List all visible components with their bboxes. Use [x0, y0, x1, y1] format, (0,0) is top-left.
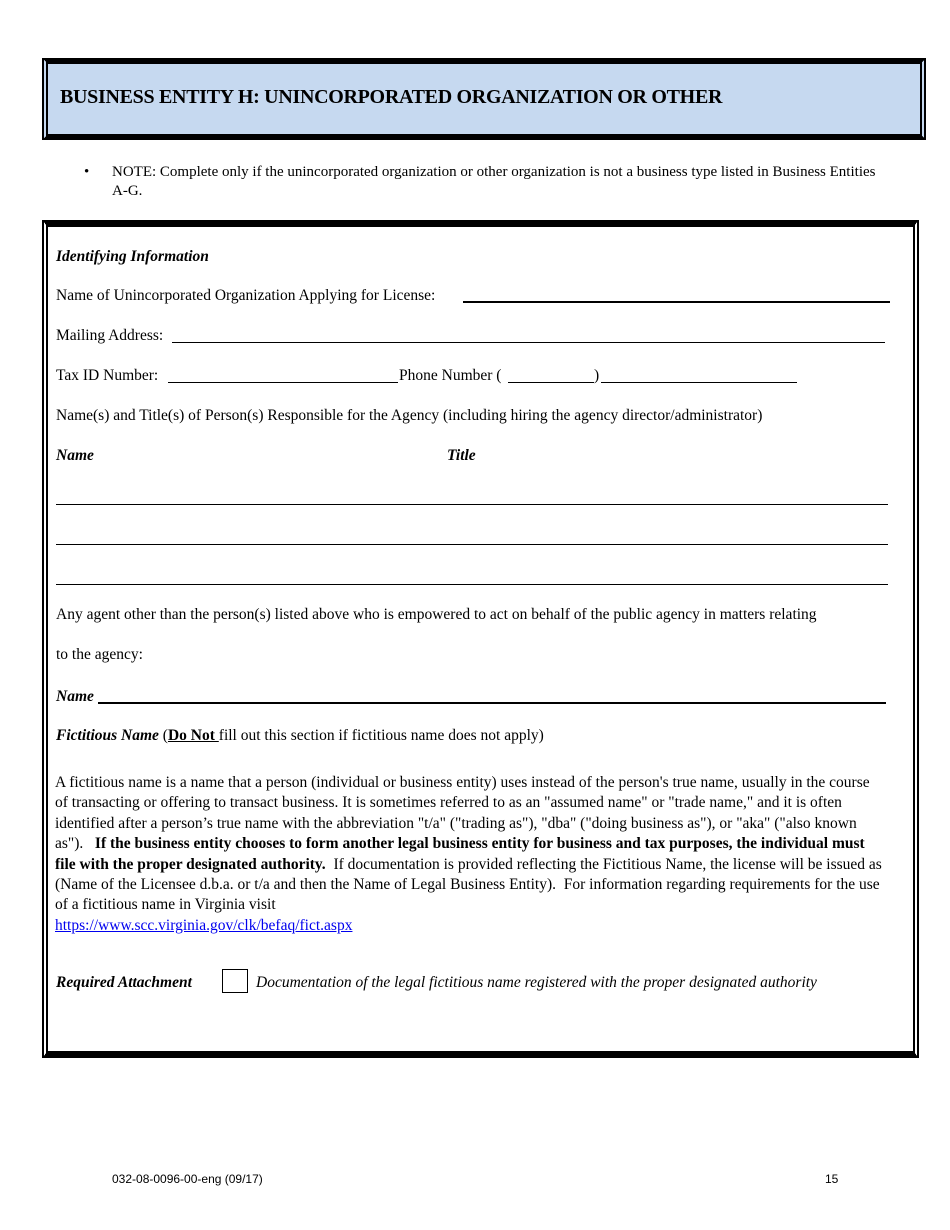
agent-name-field[interactable]: [98, 702, 886, 704]
section-title: BUSINESS ENTITY H: UNINCORPORATED ORGANIZATION OR OTHER: [60, 86, 723, 108]
paragraph-text-2: If documentation is provided reflecting the Fictitious Name, the license will be issued as (Name of the Licensee d.b.a. or t/a and then the Name of Legal Business Entity). For information regarding requirements for the use of a fictitious name in Virginia visit: [55, 855, 886, 914]
note-text: NOTE: Complete only if the unincorporated organization or other organization is not a business type listed in Business Entities A-G.: [112, 164, 876, 199]
phone-label: Phone Number (: [399, 367, 502, 384]
phone-number-field[interactable]: [601, 382, 797, 383]
fictitious-name-heading: Fictitious Name: [56, 727, 159, 744]
fictitious-instruction: fill out this section if fictitious name does not apply): [218, 727, 544, 744]
attachment-checkbox[interactable]: [222, 969, 248, 993]
responsible-person-line-1[interactable]: [56, 504, 888, 505]
bullet-icon: •: [84, 164, 90, 180]
paragraph-bold-text: If the business entity chooses to form another legal business entity for business and tax purposes, the individual must file with the proper designated authority.: [55, 835, 865, 873]
phone-area-code-field[interactable]: [508, 382, 594, 383]
tax-id-field[interactable]: [168, 382, 398, 383]
do-not-emphasis: Do Not: [167, 727, 219, 744]
title-column-header: Title: [447, 447, 476, 464]
mailing-address-field[interactable]: [172, 342, 885, 343]
fictitious-open-paren: (: [158, 727, 168, 744]
form-number: 032-08-0096-00-eng (09/17): [112, 1172, 263, 1186]
agent-name-label: Name: [56, 688, 94, 705]
responsible-persons-label: Name(s) and Title(s) of Person(s) Responsible for the Agency (including hiring the agency director/administrator): [56, 407, 763, 424]
org-name-field[interactable]: [463, 301, 890, 303]
fictitious-name-heading-line: [56, 727, 544, 745]
responsible-person-line-3[interactable]: [56, 584, 888, 585]
mailing-address-label: Mailing Address:: [56, 327, 164, 344]
identifying-information-heading: Identifying Information: [56, 248, 209, 265]
org-name-label: Name of Unincorporated Organization Applying for License:: [56, 287, 436, 304]
page-number: 15: [825, 1172, 839, 1186]
tax-id-label: Tax ID Number:: [56, 367, 159, 384]
fictitious-name-paragraph: [55, 773, 885, 936]
responsible-person-line-2[interactable]: [56, 544, 888, 545]
name-column-header: Name: [56, 447, 94, 464]
attachment-description: Documentation of the legal fictitious name registered with the proper designated authority: [256, 974, 817, 991]
paragraph-text-1: A fictitious name is a name that a person (individual or business entity) uses instead of the person's true name, usually in the course of transacting or offering to transact business. It is sometimes referred to as an "assumed name" or "trade name," and it is often identified after a person’s true name with the abbreviation "t/a" ("trading as"), "dba" ("doing business as"), or "aka" ("also known as").: [55, 774, 874, 853]
required-attachment-label: Required Attachment: [56, 974, 192, 991]
fictitious-name-link[interactable]: https://www.scc.virginia.gov/clk/befaq/fict.aspx: [55, 916, 353, 934]
agent-text-line-1: Any agent other than the person(s) listed above who is empowered to act on behalf of the public agency in matters relating: [56, 606, 817, 623]
phone-close-paren: ): [594, 367, 600, 384]
agent-text-line-2: to the agency:: [56, 646, 143, 663]
section-header-banner: [42, 58, 926, 140]
